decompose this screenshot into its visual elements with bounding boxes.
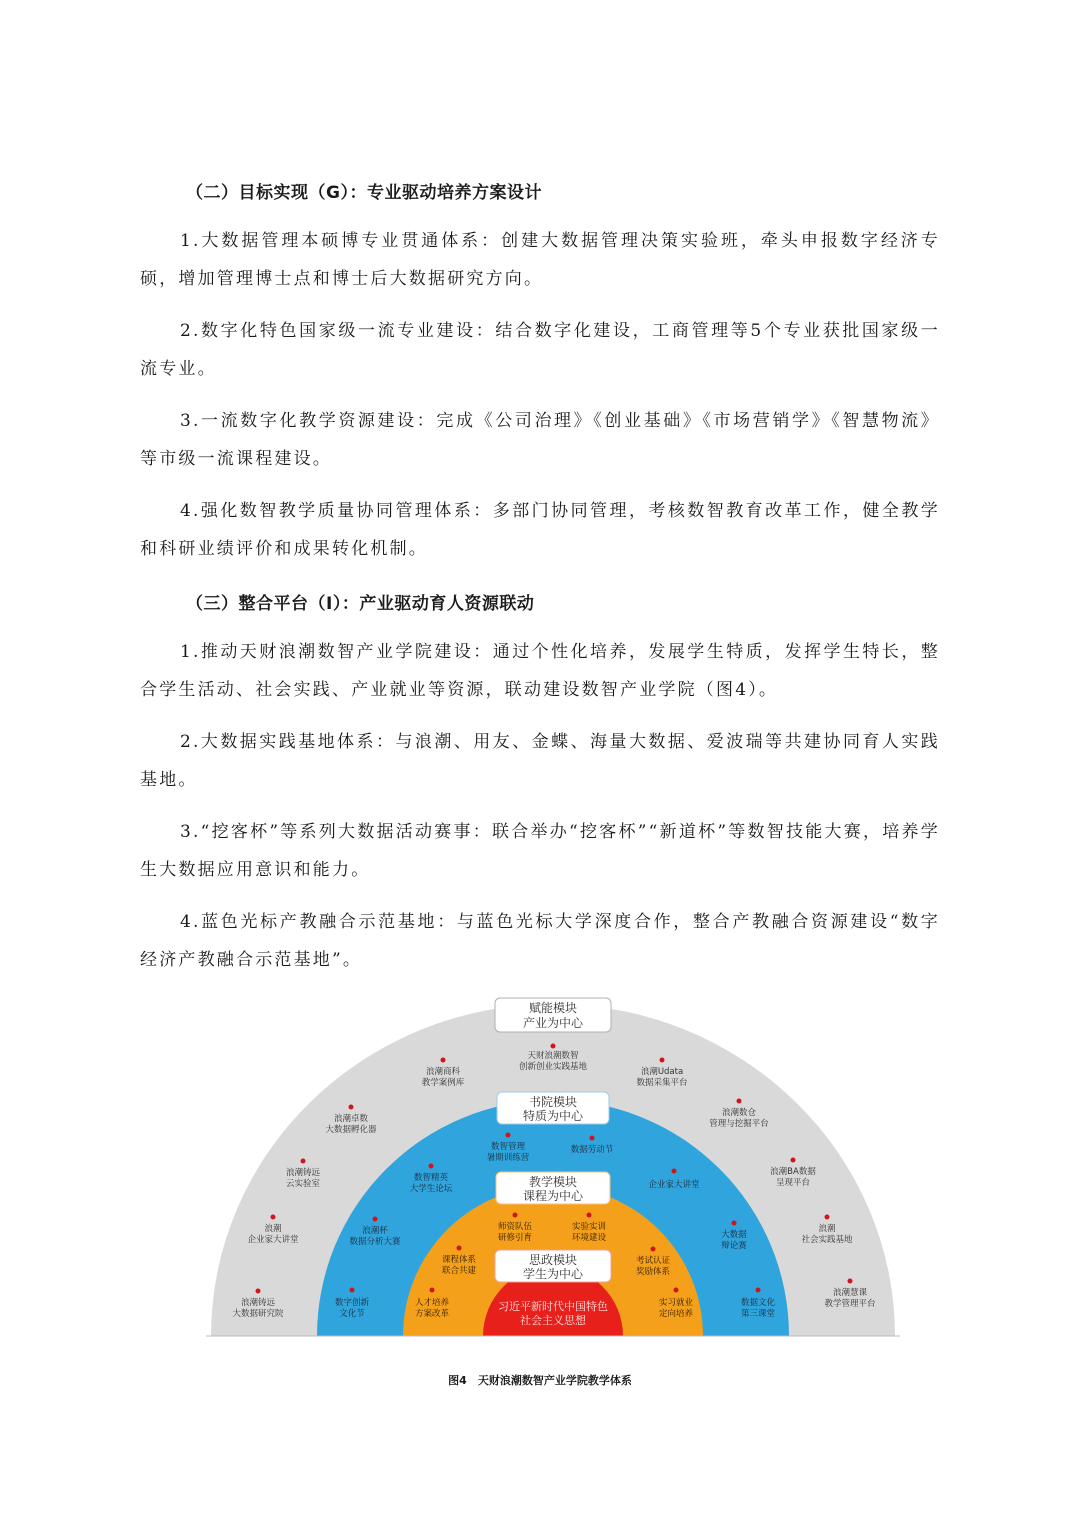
- svg-text:课程为中心: 课程为中心: [522, 1189, 584, 1203]
- svg-text:教学管理平台: 教学管理平台: [824, 1299, 876, 1309]
- svg-text:呈现平台: 呈现平台: [775, 1178, 811, 1188]
- module-label-academy: [497, 1092, 609, 1124]
- paragraph: 1.大数据管理本硕博专业贯通体系：创建大数据管理决策实验班，牵头申报数字经济专硕，增加管理博士点和博士后大数据研究方向。: [140, 231, 940, 289]
- svg-text:方案改革: 方案改革: [414, 1309, 450, 1319]
- svg-text:文化节: 文化节: [339, 1309, 365, 1319]
- svg-text:教学模块: 教学模块: [528, 1175, 578, 1189]
- module-label-ideology: [495, 1250, 611, 1282]
- svg-text:浪潮商科: 浪潮商科: [425, 1067, 461, 1077]
- svg-text:辩论赛: 辩论赛: [721, 1241, 747, 1251]
- svg-text:创新创业实践基地: 创新创业实践基地: [518, 1062, 588, 1072]
- svg-text:数据采集平台: 数据采集平台: [636, 1078, 688, 1088]
- svg-text:师资队伍: 师资队伍: [497, 1222, 533, 1232]
- svg-text:浪潮卓数: 浪潮卓数: [333, 1114, 369, 1124]
- svg-text:数智精英: 数智精英: [413, 1173, 449, 1183]
- module-label-teaching: [496, 1172, 610, 1204]
- svg-text:定向培养: 定向培养: [658, 1309, 694, 1319]
- figure-caption: 图4 天财浪潮数智产业学院教学体系: [448, 1374, 632, 1387]
- paragraph: 4.蓝色光标产教融合示范基地：与蓝色光标大学深度合作，整合产教融合资源建设“数字经济产教融合示范基地”。: [140, 912, 940, 970]
- svg-text:大学生论坛: 大学生论坛: [409, 1184, 453, 1194]
- teaching-system-diagram: [206, 994, 900, 1338]
- svg-text:研修引育: 研修引育: [497, 1233, 533, 1243]
- svg-text:书院模块: 书院模块: [528, 1095, 578, 1109]
- svg-text:企业家大讲堂: 企业家大讲堂: [247, 1235, 299, 1245]
- svg-text:联合共建: 联合共建: [441, 1266, 477, 1276]
- svg-text:浪潮慧课: 浪潮慧课: [832, 1288, 868, 1298]
- svg-text:浪潮BA数据: 浪潮BA数据: [770, 1167, 816, 1177]
- svg-text:奖励体系: 奖励体系: [635, 1267, 671, 1277]
- svg-text:课程体系: 课程体系: [441, 1255, 477, 1265]
- section-heading-integration: （三）整合平台（I）：产业驱动育人资源联动: [186, 594, 535, 614]
- svg-text:特质为中心: 特质为中心: [522, 1109, 584, 1123]
- svg-text:赋能模块: 赋能模块: [528, 1001, 578, 1015]
- paragraph: 2.大数据实践基地体系：与浪潮、用友、金蝶、海量大数据、爱波瑞等共建协同育人实践基地。: [140, 732, 940, 790]
- svg-text:浪潮数仓: 浪潮数仓: [721, 1108, 757, 1118]
- svg-text:思政模块: 思政模块: [528, 1253, 578, 1267]
- svg-text:浪潮铸远: 浪潮铸远: [285, 1168, 321, 1178]
- svg-text:社会实践基地: 社会实践基地: [801, 1235, 853, 1245]
- svg-text:产业为中心: 产业为中心: [522, 1016, 584, 1030]
- paragraph: 4.强化数智教学质量协同管理体系：多部门协同管理，考核数智教育改革工作，健全教学和科研业绩评价和成果转化机制。: [140, 501, 940, 559]
- svg-text:浪潮杯: 浪潮杯: [362, 1226, 388, 1236]
- svg-text:实习就业: 实习就业: [658, 1298, 694, 1308]
- svg-text:人才培养: 人才培养: [414, 1298, 450, 1308]
- svg-text:数字创新: 数字创新: [334, 1298, 370, 1308]
- svg-text:大数据: 大数据: [721, 1230, 747, 1240]
- svg-text:天财浪潮数智: 天财浪潮数智: [527, 1051, 579, 1061]
- paragraph: 1.推动天财浪潮数智产业学院建设：通过个性化培养，发展学生特质，发挥学生特长，整合学生活动、社会实践、产业就业等资源，联动建设数智产业学院（图4）。: [140, 642, 940, 700]
- svg-text:实验实训: 实验实训: [571, 1222, 607, 1232]
- svg-text:数据劳动节: 数据劳动节: [570, 1145, 614, 1155]
- svg-text:浪潮: 浪潮: [818, 1224, 836, 1234]
- svg-text:企业家大讲堂: 企业家大讲堂: [648, 1180, 700, 1190]
- svg-text:学生为中心: 学生为中心: [522, 1267, 584, 1281]
- svg-text:教学案例库: 教学案例库: [421, 1078, 465, 1088]
- svg-text:云实验室: 云实验室: [285, 1179, 321, 1189]
- svg-text:数智管理: 数智管理: [490, 1142, 526, 1152]
- section-heading-goal: （二）目标实现（G）：专业驱动培养方案设计: [186, 183, 542, 203]
- module-label-empowerment: [495, 998, 611, 1032]
- svg-text:浪潮铸远: 浪潮铸远: [240, 1298, 276, 1308]
- core-line2: 社会主义思想: [520, 1314, 586, 1327]
- svg-text:考试认证: 考试认证: [635, 1256, 671, 1266]
- svg-text:大数据研究院: 大数据研究院: [232, 1309, 284, 1319]
- svg-text:暑期训练营: 暑期训练营: [486, 1153, 530, 1163]
- paragraph: 3.“挖客杯”等系列大数据活动赛事：联合举办“挖客杯”“新道杯”等数智技能大赛，培养学生大数据应用意识和能力。: [140, 822, 940, 880]
- svg-text:管理与挖掘平台: 管理与挖掘平台: [709, 1119, 769, 1129]
- svg-text:大数据孵化器: 大数据孵化器: [325, 1125, 377, 1135]
- svg-text:数据文化: 数据文化: [740, 1298, 776, 1308]
- svg-text:环境建设: 环境建设: [571, 1233, 607, 1243]
- paragraph: 3.一流数字化教学资源建设：完成《公司治理》《创业基础》《市场营销学》《智慧物流》等市级一流课程建设。: [140, 411, 940, 469]
- svg-text:第三课堂: 第三课堂: [740, 1309, 776, 1319]
- svg-text:浪潮Udata: 浪潮Udata: [640, 1067, 684, 1077]
- paragraph: 2.数字化特色国家级一流专业建设：结合数字化建设，工商管理等5个专业获批国家级一流专业。: [140, 321, 940, 379]
- svg-text:数据分析大赛: 数据分析大赛: [349, 1237, 401, 1247]
- core-line1: 习近平新时代中国特色: [498, 1300, 608, 1313]
- svg-text:浪潮: 浪潮: [264, 1224, 282, 1234]
